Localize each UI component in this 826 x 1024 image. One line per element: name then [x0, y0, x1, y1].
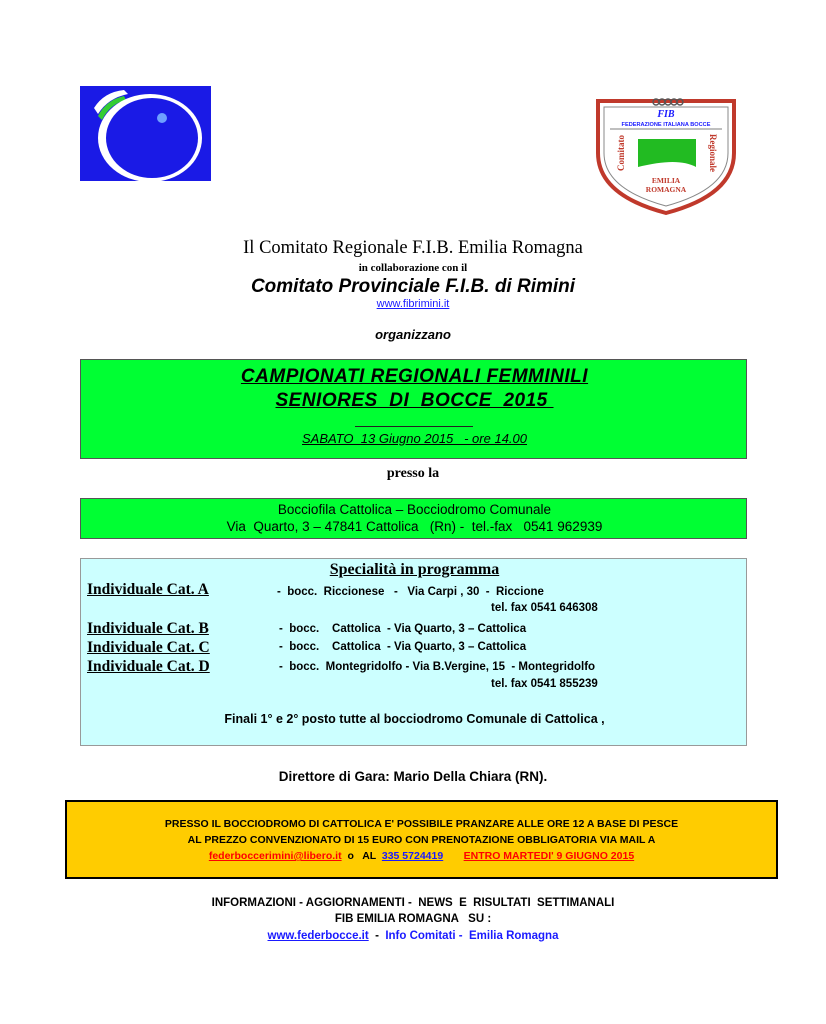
- event-title-box: [80, 359, 747, 459]
- category-b-club: - bocc. Cattolica - Via Quarto, 3 – Cattolica: [279, 623, 527, 635]
- regional-committee-logo: [594, 95, 738, 215]
- finals-note: Finali 1° e 2° posto tutte al bocciodromo Comunale di Cattolica ,: [224, 712, 605, 726]
- organizer-line: Il Comitato Regionale F.I.B. Emilia Romagna: [243, 238, 583, 258]
- lunch-deadline: ENTRO MARTEDI' 9 GIUGNO 2015: [463, 850, 635, 862]
- specialties-title: Specialità in programma: [329, 561, 500, 578]
- category-c: Individuale Cat. C: [87, 639, 210, 656]
- logo-region-line1: EMILIA: [651, 176, 681, 185]
- event-title-line1: CAMPIONATI REGIONALI FEMMINILI: [240, 366, 589, 387]
- lunch-phone[interactable]: 335 5724419: [381, 850, 444, 862]
- collaboration-line: in collaborazione con il: [358, 262, 468, 274]
- footer-links-line: [0, 930, 826, 942]
- category-b: Individuale Cat. B: [87, 620, 209, 637]
- lunch-connector: o AL: [341, 850, 382, 862]
- lunch-line1: PRESSO IL BOCCIODROMO DI CATTOLICA E' POSSIBILE PRANZARE ALLE ORE 12 A BASE DI PESCE: [164, 818, 679, 830]
- lunch-notice-box: [65, 800, 778, 879]
- category-c-club: - bocc. Cattolica - Via Quarto, 3 – Cattolica: [279, 641, 527, 653]
- venue-box: [80, 498, 747, 539]
- footer-dash: -: [368, 930, 386, 942]
- footer-info-line2: FIB EMILIA ROMAGNA SU :: [334, 913, 492, 925]
- event-date: SABATO 13 Giugno 2015 - ore 14.00: [302, 431, 527, 446]
- venue-address: Via Quarto, 3 – 47841 Cattolica (Rn) - tel.-fax 0541 962939: [226, 519, 603, 534]
- organize-word: organizzano: [375, 327, 451, 342]
- lunch-email-link[interactable]: federboccerimini@libero.it: [208, 850, 342, 862]
- category-a-phone: tel. fax 0541 646308: [491, 602, 598, 614]
- footer-path: Info Comitati - Emilia Romagna: [385, 930, 559, 942]
- event-title-line2: SENIORES DI BOCCE 2015: [275, 390, 554, 411]
- logo-right-word: Regionale: [708, 134, 718, 172]
- lunch-line2: AL PREZZO CONVENZIONATO DI 15 EURO CON PRENOTAZIONE OBBLIGATORIA VIA MAIL A: [187, 834, 656, 846]
- footer-info-line1: INFORMAZIONI - AGGIORNAMENTI - NEWS E RISULTATI SETTIMANALI: [211, 897, 615, 909]
- category-d-club: - bocc. Montegridolfo - Via B.Vergine, 15 - Montegridolfo: [279, 661, 596, 673]
- logo-federation-text: FEDERAZIONE ITALIANA BOCCE: [621, 122, 711, 128]
- title-divider: [355, 426, 473, 427]
- provincial-committee: Comitato Provinciale F.I.B. di Rimini: [250, 276, 576, 297]
- website-link[interactable]: www.fibrimini.it: [376, 298, 450, 310]
- race-director: Direttore di Gara: Mario Della Chiara (RN).: [278, 769, 548, 784]
- logo-left-word: Comitato: [616, 135, 626, 171]
- national-logo: [80, 86, 211, 181]
- logo-fib-text: FIB: [657, 109, 675, 120]
- logo-region-line2: ROMAGNA: [645, 185, 687, 194]
- presso-label: presso la: [386, 466, 440, 481]
- specialties-box: [80, 558, 747, 746]
- category-a: Individuale Cat. A: [87, 581, 209, 598]
- venue-name: Bocciofila Cattolica – Bocciodromo Comunale: [277, 502, 552, 517]
- federbocce-link[interactable]: www.federbocce.it: [267, 930, 369, 942]
- category-d-phone: tel. fax 0541 855239: [491, 678, 598, 690]
- category-a-club: - bocc. Riccionese - Via Carpi , 30 - Riccione: [277, 586, 544, 598]
- lunch-contact-line: [67, 850, 776, 862]
- category-d: Individuale Cat. D: [87, 658, 210, 675]
